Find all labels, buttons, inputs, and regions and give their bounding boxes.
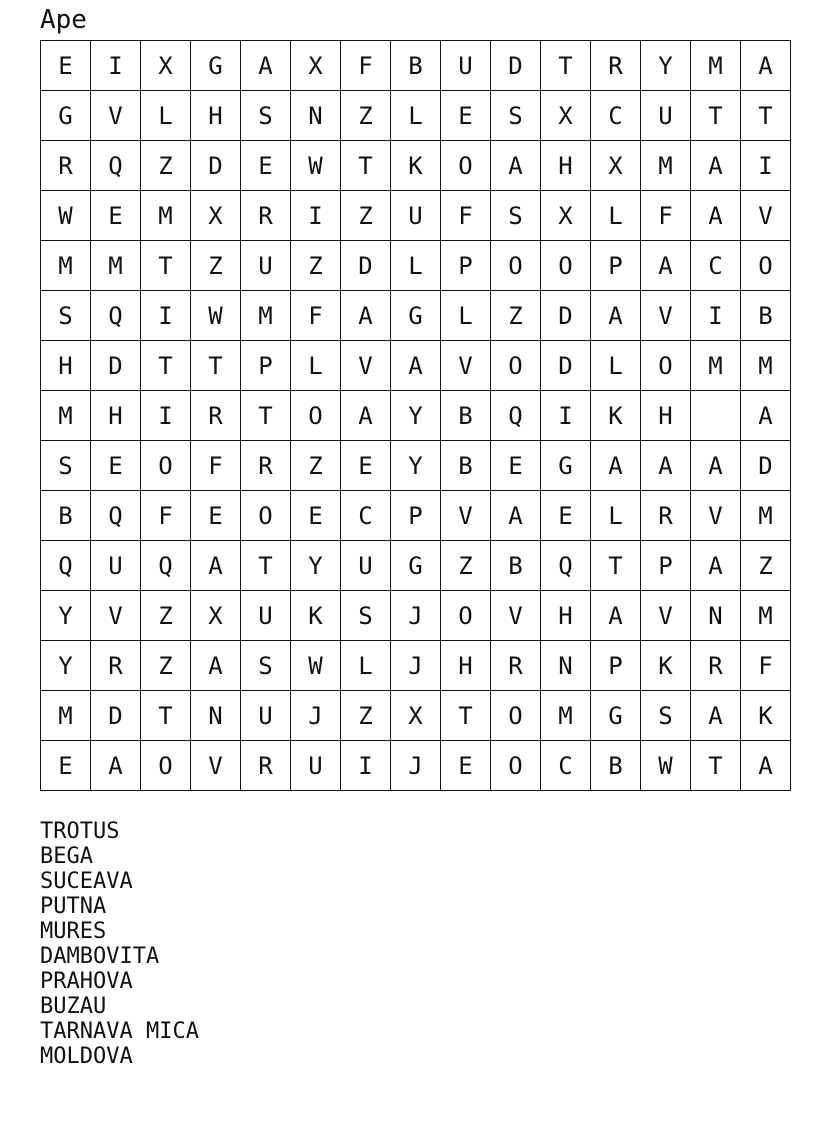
grid-cell[interactable]: M	[141, 191, 191, 241]
grid-cell[interactable]: J	[291, 691, 341, 741]
grid-cell[interactable]: X	[291, 41, 341, 91]
grid-cell[interactable]: T	[141, 341, 191, 391]
grid-cell[interactable]: V	[641, 291, 691, 341]
grid-cell[interactable]: M	[41, 241, 91, 291]
grid-cell[interactable]: K	[291, 591, 341, 641]
grid-cell[interactable]: L	[591, 491, 641, 541]
grid-cell[interactable]: H	[541, 141, 591, 191]
grid-cell[interactable]: A	[691, 441, 741, 491]
grid-cell[interactable]: O	[141, 741, 191, 791]
grid-cell[interactable]: R	[41, 141, 91, 191]
word-list-item: TARNAVA MICA	[40, 1019, 199, 1044]
grid-cell[interactable]: O	[541, 241, 591, 291]
grid-cell[interactable]: I	[741, 141, 791, 191]
grid-cell[interactable]: M	[741, 341, 791, 391]
grid-cell[interactable]: M	[691, 41, 741, 91]
grid-cell[interactable]: A	[691, 141, 741, 191]
grid-cell[interactable]: R	[691, 641, 741, 691]
grid-cell[interactable]: P	[591, 641, 641, 691]
grid-cell[interactable]: E	[441, 741, 491, 791]
grid-cell[interactable]: V	[341, 341, 391, 391]
grid-cell[interactable]: J	[391, 741, 441, 791]
grid-cell[interactable]: A	[741, 391, 791, 441]
word-list-item: MURES	[40, 919, 107, 944]
grid-cell[interactable]: I	[341, 741, 391, 791]
letter-grid	[40, 40, 791, 791]
grid-cell[interactable]: Y	[291, 541, 341, 591]
grid-cell[interactable]: O	[491, 691, 541, 741]
grid-cell[interactable]: B	[491, 541, 541, 591]
grid-cell[interactable]: B	[441, 441, 491, 491]
grid-cell[interactable]: E	[441, 91, 491, 141]
grid-cell[interactable]: Z	[141, 641, 191, 691]
grid-cell[interactable]: R	[241, 741, 291, 791]
grid-cell[interactable]: X	[391, 691, 441, 741]
grid-cell[interactable]: P	[241, 341, 291, 391]
grid-cell[interactable]: C	[691, 241, 741, 291]
grid-cell[interactable]: A	[741, 741, 791, 791]
grid-cell[interactable]: U	[341, 541, 391, 591]
grid-cell[interactable]: A	[691, 191, 741, 241]
grid-cell[interactable]: E	[291, 491, 341, 541]
grid-cell[interactable]: M	[91, 241, 141, 291]
word-list-item: BUZAU	[40, 994, 107, 1019]
grid-cell[interactable]: U	[391, 191, 441, 241]
grid-cell[interactable]: D	[541, 291, 591, 341]
grid-cell[interactable]: Z	[341, 191, 391, 241]
grid-cell[interactable]: Z	[291, 241, 341, 291]
grid-cell[interactable]: L	[441, 291, 491, 341]
grid-cell[interactable]: I	[141, 291, 191, 341]
grid-cell[interactable]: N	[541, 641, 591, 691]
grid-cell[interactable]: A	[691, 691, 741, 741]
grid-cell[interactable]: W	[291, 141, 341, 191]
grid-cell[interactable]: X	[541, 191, 591, 241]
grid-cell[interactable]: W	[291, 641, 341, 691]
grid-cell[interactable]: G	[191, 41, 241, 91]
grid-cell[interactable]: L	[341, 641, 391, 691]
grid-cell[interactable]: D	[541, 341, 591, 391]
grid-cell[interactable]: M	[541, 691, 591, 741]
word-list-item: TROTUS	[40, 819, 120, 844]
grid-cell[interactable]: T	[241, 541, 291, 591]
grid-cell[interactable]: Z	[491, 291, 541, 341]
grid-cell[interactable]: X	[141, 41, 191, 91]
word-list-item: SUCEAVA	[40, 869, 133, 894]
grid-cell[interactable]: O	[491, 341, 541, 391]
grid-cell[interactable]: X	[541, 91, 591, 141]
grid-cell[interactable]: S	[491, 191, 541, 241]
grid-cell[interactable]: A	[241, 41, 291, 91]
word-list-item: BEGA	[40, 844, 93, 869]
grid-cell[interactable]: O	[291, 391, 341, 441]
grid-cell[interactable]: U	[641, 91, 691, 141]
grid-cell[interactable]: S	[241, 91, 291, 141]
grid-cell[interactable]: B	[441, 391, 491, 441]
grid-cell[interactable]: S	[41, 441, 91, 491]
grid-cell[interactable]: B	[41, 491, 91, 541]
grid-cell[interactable]: A	[391, 341, 441, 391]
grid-cell[interactable]: A	[341, 291, 391, 341]
grid-cell[interactable]: S	[41, 291, 91, 341]
grid-cell[interactable]: B	[591, 741, 641, 791]
grid-cell[interactable]: L	[391, 91, 441, 141]
grid-cell[interactable]: T	[591, 541, 641, 591]
grid-cell[interactable]: X	[191, 191, 241, 241]
grid-cell[interactable]: D	[491, 41, 541, 91]
grid-cell[interactable]: R	[641, 491, 691, 541]
grid-cell[interactable]: W	[641, 741, 691, 791]
grid-cell[interactable]: N	[191, 691, 241, 741]
grid-cell[interactable]: D	[341, 241, 391, 291]
grid-cell[interactable]: P	[441, 241, 491, 291]
word-list-item: MOLDOVA	[40, 1044, 133, 1069]
grid-cell[interactable]: U	[91, 541, 141, 591]
grid-cell[interactable]: E	[91, 191, 141, 241]
grid-cell[interactable]: T	[691, 91, 741, 141]
grid-cell[interactable]: R	[241, 191, 291, 241]
grid-cell[interactable]: R	[191, 391, 241, 441]
grid-cell[interactable]: T	[241, 391, 291, 441]
grid-cell[interactable]: Q	[491, 391, 541, 441]
grid-cell[interactable]: P	[591, 241, 641, 291]
grid-cell[interactable]: T	[191, 341, 241, 391]
grid-cell[interactable]: E	[241, 141, 291, 191]
grid-cell[interactable]: O	[241, 491, 291, 541]
grid-cell[interactable]: A	[641, 241, 691, 291]
grid-cell[interactable]: A	[591, 441, 641, 491]
grid-cell[interactable]: K	[641, 641, 691, 691]
grid-cell[interactable]: T	[141, 691, 191, 741]
grid-cell[interactable]: K	[741, 691, 791, 741]
grid-cell[interactable]: Q	[91, 141, 141, 191]
grid-cell[interactable]: Z	[441, 541, 491, 591]
grid-cell[interactable]: M	[741, 491, 791, 541]
grid-cell[interactable]: I	[691, 291, 741, 341]
grid-cell[interactable]: A	[491, 491, 541, 541]
grid-cell[interactable]: F	[741, 641, 791, 691]
grid-cell[interactable]: G	[41, 91, 91, 141]
grid-cell[interactable]: U	[291, 741, 341, 791]
grid-cell[interactable]: N	[291, 91, 341, 141]
grid-cell[interactable]: S	[641, 691, 691, 741]
grid-cell[interactable]: Y	[41, 641, 91, 691]
grid-cell[interactable]: P	[391, 491, 441, 541]
grid-cell[interactable]: T	[691, 741, 741, 791]
grid-cell[interactable]: T	[441, 691, 491, 741]
grid-cell[interactable]: O	[491, 741, 541, 791]
grid-cell[interactable]: V	[491, 591, 541, 641]
grid-cell[interactable]: T	[741, 91, 791, 141]
grid-cell[interactable]: Y	[41, 591, 91, 641]
grid-cell[interactable]: J	[391, 591, 441, 641]
grid-cell[interactable]: Q	[91, 291, 141, 341]
grid-cell[interactable]: X	[191, 591, 241, 641]
grid-cell[interactable]: I	[541, 391, 591, 441]
grid-cell[interactable]: U	[241, 591, 291, 641]
grid-cell[interactable]: F	[441, 191, 491, 241]
grid-cell[interactable]: O	[441, 591, 491, 641]
grid-cell[interactable]: H	[541, 591, 591, 641]
grid-cell[interactable]: Z	[141, 141, 191, 191]
grid-cell[interactable]: Q	[41, 541, 91, 591]
grid-cell[interactable]: H	[91, 391, 141, 441]
grid-cell[interactable]: E	[491, 441, 541, 491]
grid-cell[interactable]: M	[41, 391, 91, 441]
grid-cell[interactable]: Z	[291, 441, 341, 491]
grid-cell[interactable]: M	[241, 291, 291, 341]
grid-cell[interactable]: D	[91, 691, 141, 741]
grid-cell[interactable]: W	[191, 291, 241, 341]
grid-cell[interactable]: I	[141, 391, 191, 441]
grid-cell[interactable]: A	[591, 591, 641, 641]
grid-cell[interactable]: M	[41, 691, 91, 741]
grid-cell[interactable]: E	[41, 741, 91, 791]
grid-cell[interactable]: C	[341, 491, 391, 541]
grid-cell[interactable]: N	[691, 591, 741, 641]
grid-cell[interactable]: B	[391, 41, 441, 91]
word-list-item: PUTNA	[40, 894, 107, 919]
grid-cell[interactable]: O	[141, 441, 191, 491]
grid-cell[interactable]: V	[91, 91, 141, 141]
grid-cell[interactable]: E	[341, 441, 391, 491]
grid-cell[interactable]: E	[91, 441, 141, 491]
grid-cell[interactable]: P	[641, 541, 691, 591]
grid-cell[interactable]: L	[591, 191, 641, 241]
grid-cell[interactable]: U	[441, 41, 491, 91]
grid-cell[interactable]: C	[541, 741, 591, 791]
grid-cell[interactable]: K	[591, 391, 641, 441]
grid-cell[interactable]: D	[91, 341, 141, 391]
grid-cell[interactable]: Z	[741, 541, 791, 591]
grid-cell[interactable]: M	[641, 141, 691, 191]
grid-cell[interactable]: L	[591, 341, 641, 391]
grid-cell[interactable]: A	[641, 441, 691, 491]
grid-cell[interactable]: A	[691, 541, 741, 591]
grid-cell[interactable]: H	[441, 641, 491, 691]
grid-cell[interactable]: A	[91, 741, 141, 791]
grid-cell[interactable]: G	[591, 691, 641, 741]
grid-cell[interactable]: S	[341, 591, 391, 641]
word-list-item: DAMBOVITA	[40, 944, 160, 969]
grid-cell[interactable]: U	[241, 691, 291, 741]
word-list-item: PRAHOVA	[40, 969, 133, 994]
grid-cell[interactable]: H	[191, 91, 241, 141]
grid-cell[interactable]: F	[141, 491, 191, 541]
grid-cell[interactable]: V	[641, 591, 691, 641]
grid-cell[interactable]: E	[191, 491, 241, 541]
grid-cell[interactable]: Y	[391, 441, 441, 491]
grid-cell[interactable]: L	[141, 91, 191, 141]
grid-cell[interactable]: L	[391, 241, 441, 291]
grid-cell[interactable]: Q	[541, 541, 591, 591]
grid-cell[interactable]: O	[641, 341, 691, 391]
grid-cell[interactable]: F	[641, 191, 691, 241]
grid-cell[interactable]: X	[591, 141, 641, 191]
grid-cell[interactable]: D	[741, 441, 791, 491]
grid-cell[interactable]: M	[691, 341, 741, 391]
grid-cell[interactable]: J	[391, 641, 441, 691]
grid-cell[interactable]: L	[291, 341, 341, 391]
grid-cell[interactable]: O	[491, 241, 541, 291]
grid-cell[interactable]: A	[491, 141, 541, 191]
grid-cell[interactable]: G	[391, 291, 441, 341]
grid-cell[interactable]: A	[591, 291, 641, 341]
grid-cell[interactable]: W	[41, 191, 91, 241]
grid-cell[interactable]: D	[191, 141, 241, 191]
grid-cell[interactable]: A	[191, 541, 241, 591]
grid-cell[interactable]	[691, 391, 741, 441]
grid-cell[interactable]: A	[341, 391, 391, 441]
grid-cell[interactable]: Z	[341, 691, 391, 741]
grid-cell[interactable]: R	[241, 441, 291, 491]
grid-cell[interactable]: F	[191, 441, 241, 491]
grid-cell[interactable]: A	[191, 641, 241, 691]
grid-cell[interactable]: B	[741, 291, 791, 341]
grid-cell[interactable]: Q	[141, 541, 191, 591]
word-list	[40, 819, 199, 1069]
grid-cell[interactable]: T	[341, 141, 391, 191]
grid-cell[interactable]: V	[91, 591, 141, 641]
grid-cell[interactable]: Z	[191, 241, 241, 291]
grid-cell[interactable]: R	[591, 41, 641, 91]
grid-cell[interactable]: M	[741, 591, 791, 641]
grid-cell[interactable]: V	[741, 191, 791, 241]
grid-cell[interactable]: H	[41, 341, 91, 391]
grid-cell[interactable]: V	[691, 491, 741, 541]
grid-cell[interactable]: K	[391, 141, 441, 191]
grid-cell[interactable]: F	[341, 41, 391, 91]
grid-cell[interactable]: C	[591, 91, 641, 141]
grid-cell[interactable]: E	[541, 491, 591, 541]
grid-cell[interactable]: O	[441, 141, 491, 191]
grid-cell[interactable]: H	[641, 391, 691, 441]
puzzle-title: Ape	[40, 5, 87, 35]
grid-cell[interactable]: Y	[391, 391, 441, 441]
grid-cell[interactable]: T	[541, 41, 591, 91]
grid-cell[interactable]: Q	[91, 491, 141, 541]
grid-cell[interactable]: O	[741, 241, 791, 291]
grid-cell[interactable]: A	[741, 41, 791, 91]
grid-cell[interactable]: G	[391, 541, 441, 591]
grid-cell[interactable]: R	[91, 641, 141, 691]
grid-cell[interactable]: V	[441, 491, 491, 541]
grid-cell[interactable]: G	[541, 441, 591, 491]
grid-cell[interactable]: S	[241, 641, 291, 691]
grid-cell[interactable]: U	[241, 241, 291, 291]
grid-cell[interactable]: Z	[141, 591, 191, 641]
grid-cell[interactable]: T	[141, 241, 191, 291]
grid-cell[interactable]: V	[441, 341, 491, 391]
grid-cell[interactable]: S	[491, 91, 541, 141]
grid-cell[interactable]: I	[91, 41, 141, 91]
grid-cell[interactable]: E	[41, 41, 91, 91]
grid-cell[interactable]: V	[191, 741, 241, 791]
grid-cell[interactable]: F	[291, 291, 341, 341]
grid-cell[interactable]: Z	[341, 91, 391, 141]
grid-cell[interactable]: Y	[641, 41, 691, 91]
grid-cell[interactable]: R	[491, 641, 541, 691]
grid-cell[interactable]: I	[291, 191, 341, 241]
